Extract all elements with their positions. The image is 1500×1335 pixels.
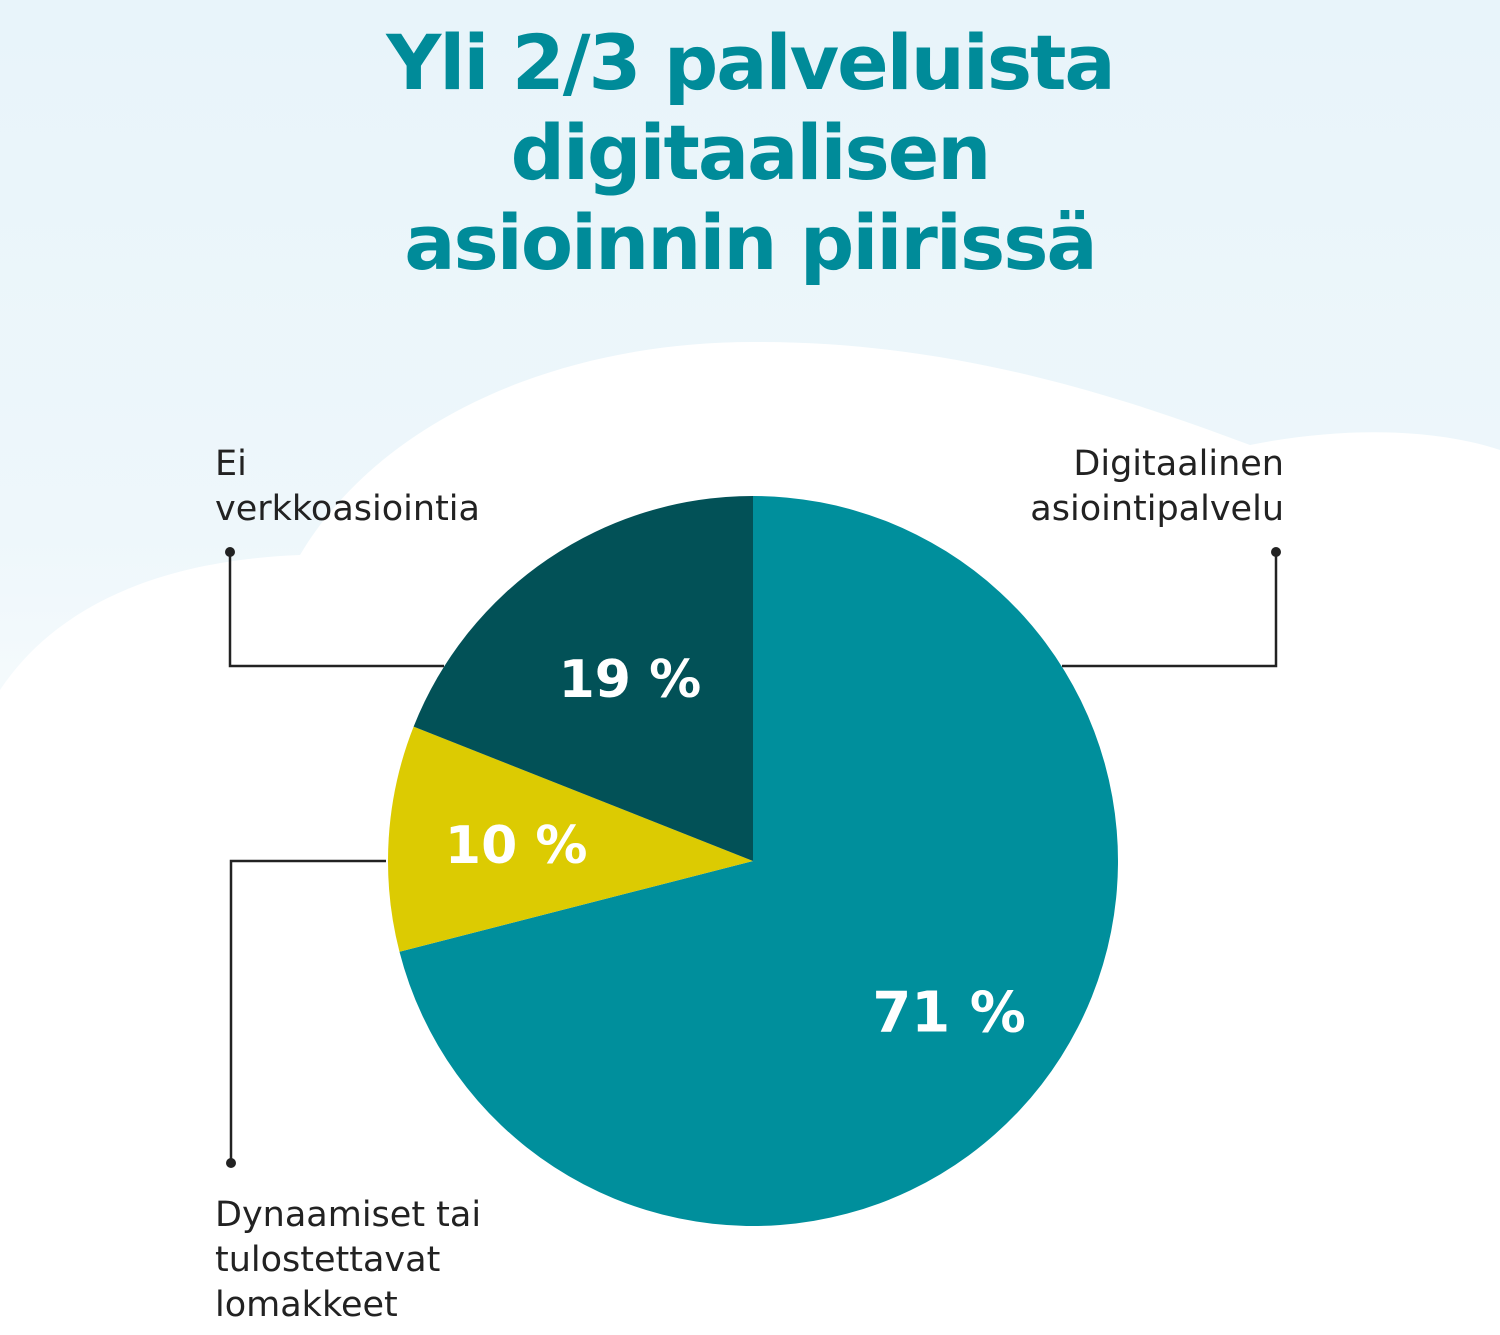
callout-line: asiointipalvelu (1030, 489, 1284, 529)
callout-forms (215, 1193, 481, 1328)
title-line: digitaalisen (510, 108, 990, 197)
slice-value-label: 10 % (444, 816, 588, 877)
callout-line: verkkoasiointia (215, 489, 480, 529)
leader-dot-ei (225, 547, 235, 557)
callout-line: lomakkeet (215, 1285, 398, 1325)
title-line: Yli 2/3 palveluista (386, 18, 1114, 107)
callout-no-online-service (215, 442, 480, 532)
callout-digital-service (1030, 442, 1284, 532)
title-line: asioinnin piirissä (404, 198, 1096, 287)
callout-line: Digitaalinen (1073, 444, 1284, 484)
leader-line-dig (1062, 552, 1276, 666)
slice-value-label: 19 % (558, 649, 702, 710)
leader-dot-dig (1271, 547, 1281, 557)
leader-line-dyn (231, 861, 386, 1163)
leader-line-ei (230, 552, 444, 666)
callout-line: Dynaamiset tai (215, 1195, 482, 1235)
callout-line: tulostettavat (215, 1240, 441, 1280)
callout-line: Ei (215, 444, 247, 484)
leader-dot-dyn (226, 1158, 236, 1168)
slice-value-label: 71 % (872, 980, 1026, 1046)
